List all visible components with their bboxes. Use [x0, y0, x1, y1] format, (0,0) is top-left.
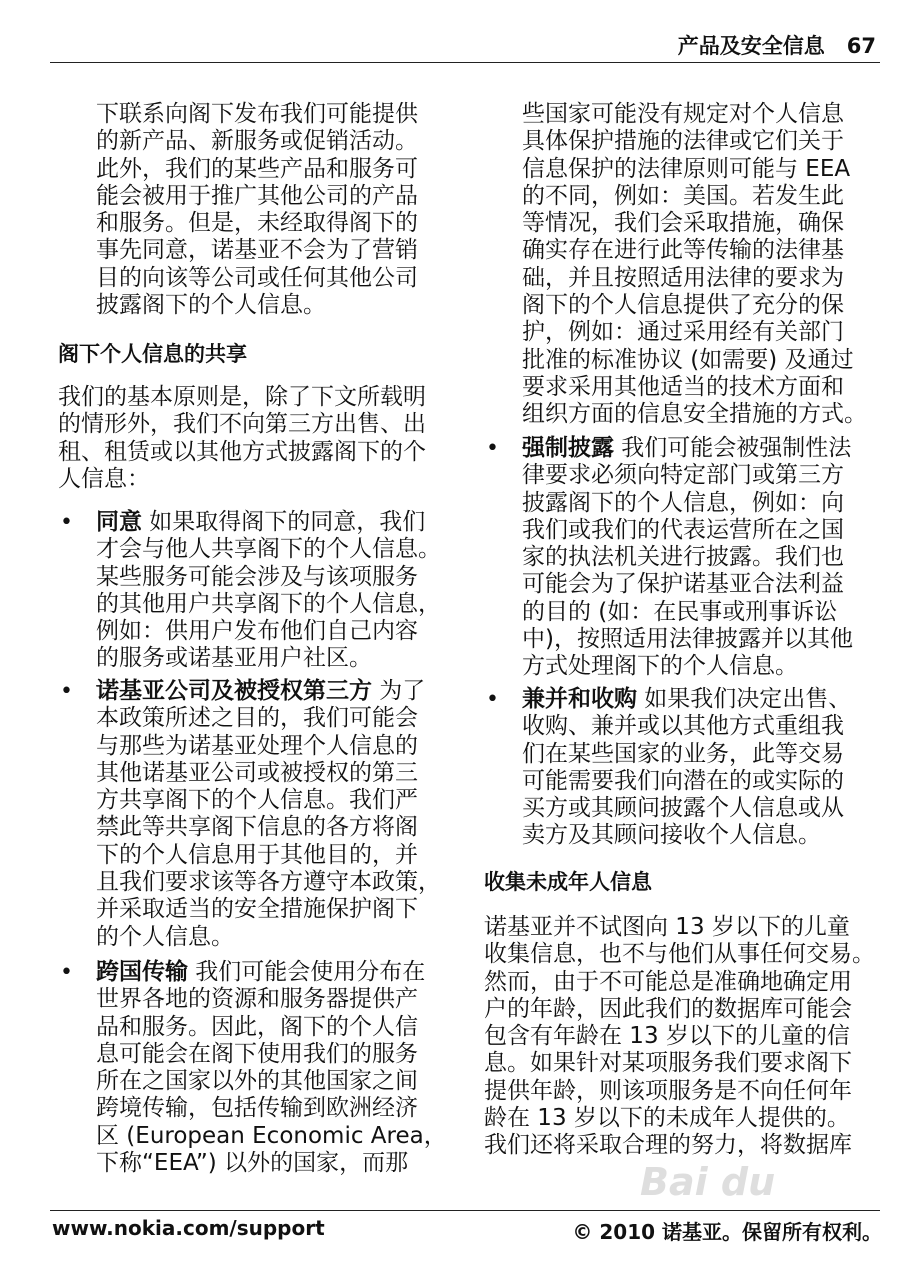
section-title: 产品及安全信息	[677, 34, 825, 58]
text-line: 户的年龄，因此我们的数据库可能会	[484, 995, 852, 1022]
text-line: 可能会为了保护诺基亚合法利益	[522, 571, 844, 598]
bullet-icon: •	[486, 436, 499, 461]
text-line: 所在之国家以外的其他国家之间	[96, 1068, 418, 1095]
text-line: 方共享阁下的个人信息。我们严	[96, 787, 418, 814]
section-heading-sharing: 阁下个人信息的共享	[58, 342, 247, 366]
text-line: 跨境传输，包括传输到欧洲经济	[96, 1095, 418, 1122]
bullet-text: 如果取得阁下的同意，我们	[142, 509, 426, 535]
running-header	[678, 30, 876, 60]
text-line: 息。如果针对某项服务我们要求阁下	[484, 1050, 852, 1077]
bullet-mergers-acquisitions	[486, 686, 852, 850]
text-line: 的其他用户共享阁下的个人信息，	[96, 590, 441, 617]
footer-copyright: © 2010 诺基亚。保留所有权利。	[572, 1220, 882, 1244]
text-line	[96, 509, 441, 536]
text-line: 并采取适当的安全措施保护阁下	[96, 896, 418, 923]
footer-url[interactable]: www.nokia.com/support	[52, 1216, 325, 1240]
bullet-term: 跨国传输	[96, 959, 188, 985]
bullet-consent	[60, 509, 441, 673]
text-line	[522, 686, 851, 713]
text-line	[96, 678, 441, 705]
text-line: 的服务或诺基亚用户社区。	[96, 645, 372, 672]
text-line: 的个人信息。	[96, 923, 234, 950]
text-line: 某些服务可能会涉及与该项服务	[96, 563, 418, 590]
left-paragraph-2	[58, 384, 426, 493]
text-line: 下称“EEA”) 以外的国家，而那	[96, 1150, 409, 1177]
text-line: 披露阁下的个人信息。	[96, 292, 326, 319]
text-line: 阁下的个人信息提供了充分的保	[522, 292, 844, 319]
text-line: 例如：供用户发布他们自己内容	[96, 618, 418, 645]
bullet-text: 我们可能会被强制性法	[614, 435, 852, 461]
text-line: 能会被用于推广其他公司的产品	[96, 182, 418, 209]
bullet-term: 诺基亚公司及被授权第三方	[96, 678, 372, 704]
text-line: 些国家可能没有规定对个人信息	[522, 101, 844, 127]
text-line: 与那些为诺基亚处理个人信息的	[96, 732, 418, 759]
right-paragraph-2	[484, 914, 875, 1160]
text-line: 的目的 (如：在民事或刑事诉讼	[522, 598, 838, 625]
text-line: 础，并且按照适用法律的要求为	[522, 264, 844, 291]
text-line: 披露阁下的个人信息，例如：向	[522, 489, 844, 516]
text-line: 包含有年龄在 13 岁以下的儿童的信	[484, 1023, 850, 1050]
text-line: 龄在 13 岁以下的未成年人提供的。	[484, 1105, 850, 1132]
text-line: 中)，按照适用法律披露并以其他	[522, 626, 853, 653]
footer-rule	[50, 1210, 880, 1211]
text-line: 目的向该等公司或任何其他公司	[96, 264, 418, 291]
page-number: 67	[846, 34, 876, 58]
text-line: 的不同，例如：美国。若发生此	[522, 182, 844, 209]
text-line: 要求采用其他适当的技术方面和	[522, 373, 844, 400]
text-line: 我们或我们的代表运营所在之国	[522, 516, 844, 543]
bullet-term: 同意	[96, 509, 142, 535]
text-line: 们在某些国家的业务，此等交易	[522, 740, 844, 767]
bullet-icon: •	[60, 960, 73, 985]
bullet-text: 我们可能会使用分布在	[188, 959, 426, 985]
section-heading-minors: 收集未成年人信息	[484, 870, 652, 894]
text-line: 我们还将采取合理的努力，将数据库	[484, 1132, 852, 1159]
text-line: 组织方面的信息安全措施的方式。	[522, 401, 867, 428]
text-line: 家的执法机关进行披露。我们也	[522, 544, 844, 571]
text-line: 品和服务。因此，阁下的个人信	[96, 1013, 418, 1040]
text-line: 租、租赁或以其他方式披露阁下的个	[58, 438, 426, 465]
text-line: 等情况，我们会采取措施，确保	[522, 210, 844, 237]
text-line: 律要求必须向特定部门或第三方	[522, 462, 844, 489]
text-line: 提供年龄，则该项服务是不向任何年	[484, 1077, 852, 1104]
text-line: 且我们要求该等各方遵守本政策，	[96, 869, 441, 896]
bullet-mandatory-disclosure	[486, 435, 853, 681]
right-paragraph-1	[522, 101, 867, 429]
text-line: 批准的标准协议 (如需要) 及通过	[522, 346, 854, 373]
text-line: 本政策所述之目的，我们可能会	[96, 705, 418, 732]
bullet-text: 为了	[372, 678, 426, 704]
text-line: 下的个人信息用于其他目的，并	[96, 841, 418, 868]
text-line: 可能需要我们向潜在的或实际的	[522, 767, 844, 794]
text-line: 收集信息，也不与他们从事任何交易。	[484, 941, 875, 968]
text-line: 才会与他人共享阁下的个人信息。	[96, 536, 441, 563]
text-line: 禁此等共享阁下信息的各方将阁	[96, 814, 418, 841]
left-paragraph-1	[96, 101, 418, 319]
bullet-icon: •	[60, 679, 73, 704]
bullet-international-transfer	[60, 959, 447, 1177]
text-line: 其他诺基亚公司或被授权的第三	[96, 759, 418, 786]
text-line: 和服务。但是，未经取得阁下的	[96, 210, 418, 237]
text-line: 的情形外，我们不向第三方出售、出	[58, 411, 426, 438]
text-line: 此外，我们的某些产品和服务可	[96, 155, 418, 182]
bullet-term: 兼并和收购	[522, 686, 637, 712]
text-line: 人信息：	[58, 465, 150, 492]
bullet-icon: •	[60, 510, 73, 535]
bullet-term: 强制披露	[522, 435, 614, 461]
text-line: 我们的基本原则是，除了下文所载明	[58, 384, 426, 410]
text-line: 护，例如：通过采用经有关部门	[522, 319, 844, 346]
text-line: 息可能会在阁下使用我们的服务	[96, 1040, 418, 1067]
text-line	[96, 959, 447, 986]
bullet-icon: •	[486, 687, 499, 712]
text-line: 诺基亚并不试图向 13 岁以下的儿童	[484, 914, 850, 940]
header-rule	[50, 62, 880, 63]
text-line: 下联系向阁下发布我们可能提供	[96, 101, 418, 127]
text-line: 具体保护措施的法律或它们关于	[522, 128, 844, 155]
text-line: 卖方及其顾问接收个人信息。	[522, 822, 821, 849]
text-line: 然而，由于不可能总是准确地确定用	[484, 968, 852, 995]
text-line: 买方或其顾问披露个人信息或从	[522, 795, 844, 822]
text-line: 方式处理阁下的个人信息。	[522, 653, 798, 680]
bullet-text: 如果我们决定出售、	[637, 686, 852, 712]
text-line	[522, 435, 853, 462]
text-line: 区 (European Economic Area，	[96, 1122, 447, 1149]
text-line: 的新产品、新服务或促销活动。	[96, 128, 418, 155]
text-line: 确实存在进行此等传输的法律基	[522, 237, 844, 264]
text-line: 收购、兼并或以其他方式重组我	[522, 713, 844, 740]
text-line: 信息保护的法律原则可能与 EEA	[522, 155, 851, 182]
watermark-logo: Bai du	[640, 1160, 776, 1204]
text-line: 世界各地的资源和服务器提供产	[96, 986, 418, 1013]
bullet-nokia-companies	[60, 678, 441, 951]
text-line: 事先同意，诺基亚不会为了营销	[96, 237, 418, 264]
